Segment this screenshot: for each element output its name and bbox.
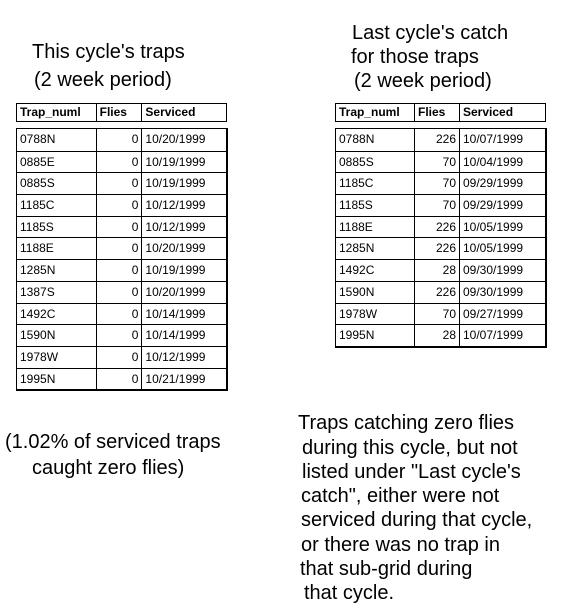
table-body xyxy=(335,128,547,348)
serviced-cell[interactable]: 10/20/1999 xyxy=(141,238,226,259)
flies-cell[interactable]: 0 xyxy=(96,195,142,216)
current-cycle-table xyxy=(16,103,228,391)
serviced-cell[interactable]: 09/30/1999 xyxy=(459,282,545,303)
serviced-cell[interactable]: 09/27/1999 xyxy=(459,304,545,325)
trap-cell[interactable]: 1995N xyxy=(20,371,56,386)
flies-cell[interactable]: 226 xyxy=(414,217,459,238)
serviced-cell[interactable]: 10/19/1999 xyxy=(141,260,226,281)
serviced-cell[interactable]: 10/04/1999 xyxy=(459,152,545,173)
table-row[interactable] xyxy=(17,368,226,390)
serviced-cell[interactable]: 10/21/1999 xyxy=(141,369,226,390)
serviced-cell[interactable]: 10/12/1999 xyxy=(141,195,226,216)
table-row[interactable] xyxy=(336,324,545,346)
trap-cell[interactable]: 1590N xyxy=(339,284,375,299)
serviced-cell[interactable]: 09/29/1999 xyxy=(459,173,545,194)
flies-cell[interactable]: 226 xyxy=(414,238,459,259)
flies-cell[interactable]: 0 xyxy=(96,152,142,173)
serviced-cell[interactable]: 09/30/1999 xyxy=(459,260,545,281)
right-note-line: catch", either were not xyxy=(301,485,500,507)
table-row[interactable] xyxy=(17,259,226,281)
trap-cell[interactable]: 1185C xyxy=(20,198,55,213)
right-note-line: that sub-grid during xyxy=(300,558,473,580)
left-note-line2: caught zero flies) xyxy=(32,457,185,479)
trap-cell[interactable]: 0788N xyxy=(20,132,56,146)
right-heading-line3: (2 week period) xyxy=(354,70,492,92)
serviced-cell[interactable]: 10/20/1999 xyxy=(141,282,226,303)
table-row[interactable] xyxy=(17,172,226,194)
flies-cell[interactable]: 226 xyxy=(414,282,459,303)
serviced-cell[interactable]: 10/05/1999 xyxy=(459,217,545,238)
serviced-cell[interactable]: 10/14/1999 xyxy=(141,325,226,346)
trap-cell[interactable]: 1590N xyxy=(20,328,56,343)
column-header-serviced[interactable]: Serviced xyxy=(459,104,545,121)
flies-cell[interactable]: 0 xyxy=(96,325,142,346)
trap-cell[interactable]: 1995N xyxy=(339,328,375,343)
right-note-line: or there was no trap in xyxy=(301,534,500,556)
table-row[interactable] xyxy=(336,259,545,281)
table-header xyxy=(16,103,227,122)
trap-cell[interactable]: 1285N xyxy=(339,241,375,256)
trap-cell[interactable]: 1185S xyxy=(20,219,54,234)
left-heading-line2: (2 week period) xyxy=(34,69,172,91)
trap-cell[interactable]: 1387S xyxy=(20,284,55,299)
flies-cell[interactable]: 70 xyxy=(414,173,459,194)
table-row[interactable] xyxy=(336,216,545,238)
flies-cell[interactable]: 28 xyxy=(414,260,459,281)
serviced-cell[interactable]: 10/14/1999 xyxy=(141,304,226,325)
left-heading-line1: This cycle's traps xyxy=(32,41,185,63)
right-note-line: Traps catching zero flies xyxy=(298,412,515,434)
trap-cell[interactable]: 0885S xyxy=(339,154,374,169)
table-row[interactable] xyxy=(336,281,545,303)
table-row[interactable] xyxy=(336,194,545,216)
serviced-cell[interactable]: 10/05/1999 xyxy=(459,238,545,259)
trap-cell[interactable]: 1185C xyxy=(339,176,374,191)
serviced-cell[interactable]: 09/29/1999 xyxy=(459,195,545,216)
trap-cell[interactable]: 1492C xyxy=(20,306,56,321)
right-note-line: that cycle. xyxy=(304,582,395,604)
serviced-cell[interactable]: 10/20/1999 xyxy=(141,129,226,151)
table-row[interactable] xyxy=(17,303,226,325)
table-row[interactable] xyxy=(336,303,545,325)
right-note-line: during this cycle, but not xyxy=(302,437,518,459)
serviced-cell[interactable]: 10/07/1999 xyxy=(459,129,545,151)
column-header-trap[interactable]: Trap_numl xyxy=(339,105,400,119)
table-row[interactable] xyxy=(336,129,545,151)
flies-cell[interactable]: 0 xyxy=(96,282,142,303)
table-row[interactable] xyxy=(17,237,226,259)
table-header xyxy=(335,103,546,122)
column-header-flies[interactable]: Flies xyxy=(96,104,142,121)
trap-cell[interactable]: 1185S xyxy=(339,198,373,213)
table-row[interactable] xyxy=(17,151,226,173)
serviced-cell[interactable]: 10/19/1999 xyxy=(141,173,226,194)
flies-cell[interactable]: 70 xyxy=(414,195,459,216)
table-row[interactable] xyxy=(336,172,545,194)
table-body xyxy=(16,128,228,391)
column-header-trap[interactable]: Trap_numl xyxy=(20,105,81,119)
trap-cell[interactable]: 0885S xyxy=(20,176,55,191)
right-heading-line2: for those traps xyxy=(351,46,479,68)
left-note-line1: (1.02% of serviced traps xyxy=(5,431,221,453)
flies-cell[interactable]: 226 xyxy=(414,129,459,151)
serviced-cell[interactable]: 10/12/1999 xyxy=(141,217,226,238)
last-cycle-table xyxy=(335,103,547,348)
trap-cell[interactable]: 1978W xyxy=(339,306,378,321)
flies-cell[interactable]: 70 xyxy=(414,304,459,325)
table-row[interactable] xyxy=(17,216,226,238)
trap-cell[interactable]: 0788N xyxy=(339,132,375,146)
right-note-line: serviced during that cycle, xyxy=(301,509,533,531)
trap-cell[interactable]: 1492C xyxy=(339,263,375,278)
table-row[interactable] xyxy=(17,194,226,216)
flies-cell[interactable]: 0 xyxy=(96,129,142,151)
table-row[interactable] xyxy=(17,281,226,303)
serviced-cell[interactable]: 10/07/1999 xyxy=(459,325,545,346)
flies-cell[interactable]: 28 xyxy=(414,325,459,346)
serviced-cell[interactable]: 10/19/1999 xyxy=(141,152,226,173)
flies-cell[interactable]: 0 xyxy=(96,304,142,325)
column-header-serviced[interactable]: Serviced xyxy=(141,104,226,121)
table-row[interactable] xyxy=(336,237,545,259)
serviced-cell[interactable]: 10/12/1999 xyxy=(141,347,226,368)
trap-cell[interactable]: 1188E xyxy=(339,219,373,234)
trap-cell[interactable]: 1978W xyxy=(20,349,59,364)
trap-cell[interactable]: 0885E xyxy=(20,154,55,169)
flies-cell[interactable]: 0 xyxy=(96,238,142,259)
flies-cell[interactable]: 70 xyxy=(414,152,459,173)
flies-cell[interactable]: 0 xyxy=(96,173,142,194)
table-row[interactable] xyxy=(17,129,226,151)
flies-cell[interactable]: 0 xyxy=(96,347,142,368)
table-row[interactable] xyxy=(17,346,226,368)
flies-cell[interactable]: 0 xyxy=(96,217,142,238)
trap-cell[interactable]: 1188E xyxy=(20,241,54,256)
column-header-flies[interactable]: Flies xyxy=(414,104,459,121)
right-note-line: listed under "Last cycle's xyxy=(302,461,521,483)
trap-cell[interactable]: 1285N xyxy=(20,263,56,278)
right-heading-line1: Last cycle's catch xyxy=(352,22,509,44)
flies-cell[interactable]: 0 xyxy=(96,260,142,281)
table-row[interactable] xyxy=(17,324,226,346)
table-row[interactable] xyxy=(336,151,545,173)
flies-cell[interactable]: 0 xyxy=(96,369,142,390)
